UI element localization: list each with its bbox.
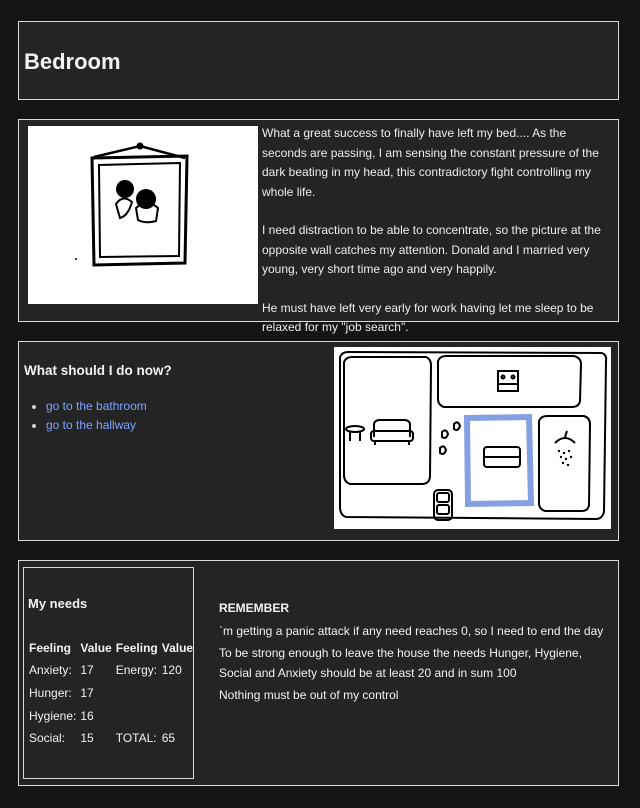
need-label: Social: [29, 731, 66, 746]
go-to-bathroom-link[interactable]: go to the bathroom [46, 399, 147, 413]
story-panel [18, 119, 619, 334]
need-value: 17 [80, 686, 94, 701]
total-label: TOTAL: [115, 731, 157, 746]
table-row [28, 727, 194, 750]
header-panel [18, 21, 619, 100]
table-row [28, 682, 194, 705]
need-label: Hunger: [29, 686, 72, 701]
story-paragraph-1: What a great success to finally have left my bed.... As the seconds are passing, I am sensing the constant pressure of the dark beating in my head, this contradictory fight controlling my whole life. [262, 126, 599, 199]
feeling-column-header: Feeling [115, 641, 158, 655]
needs-heading: My needs [28, 596, 88, 611]
need-label: Energy: [115, 663, 158, 678]
choice-item-hallway [46, 416, 147, 435]
table-row [28, 704, 194, 727]
picture-frame-illustration [28, 126, 258, 304]
remember-line-3: Nothing must be out of my control [219, 688, 399, 702]
remember-title: REMEMBER [219, 601, 290, 615]
need-label: Hygiene: [29, 708, 77, 723]
remember-line-1: `m getting a panic attack if any need reaches 0, so I need to end the day [219, 623, 604, 638]
page-title: Bedroom [24, 49, 121, 74]
needs-table [26, 637, 196, 750]
choices-panel [18, 341, 619, 541]
need-value: 16 [80, 708, 94, 723]
need-value: 15 [80, 731, 94, 746]
table-row [28, 659, 194, 682]
remember-line-2: To be strong enough to leave the house the needs Hunger, Hygiene, Social and Anxiety should be at least 20 and in sum 100 [219, 646, 582, 680]
go-to-hallway-link[interactable]: go to the hallway [46, 418, 137, 432]
need-value: 120 [161, 663, 182, 678]
need-label [115, 682, 159, 705]
need-value [161, 704, 194, 727]
need-label [115, 704, 159, 727]
story-paragraph-2: I need distraction to be able to concentrate, so the picture at the opposite wall catches my attention. Donald and I married very young, very short time ago and very happily. [262, 223, 601, 276]
total-value: 65 [161, 731, 176, 746]
story-paragraph-3: He must have left very early for work having let me sleep to be relaxed for my "job search". [262, 300, 594, 334]
choices-list [24, 397, 147, 435]
need-label: Anxiety: [29, 663, 72, 678]
needs-header-row [28, 637, 194, 659]
story-text [262, 124, 614, 357]
choices-heading: What should I do now? [24, 363, 172, 378]
feeling-column-header: Feeling [29, 641, 72, 655]
value-column-header: Value [161, 641, 194, 655]
house-map [334, 347, 611, 529]
remember-notes [219, 599, 614, 709]
value-column-header: Value [80, 641, 112, 655]
need-value: 17 [80, 663, 94, 678]
need-value [161, 682, 194, 705]
status-panel [18, 560, 619, 786]
choice-item-bathroom [46, 397, 147, 416]
needs-panel [23, 567, 194, 779]
